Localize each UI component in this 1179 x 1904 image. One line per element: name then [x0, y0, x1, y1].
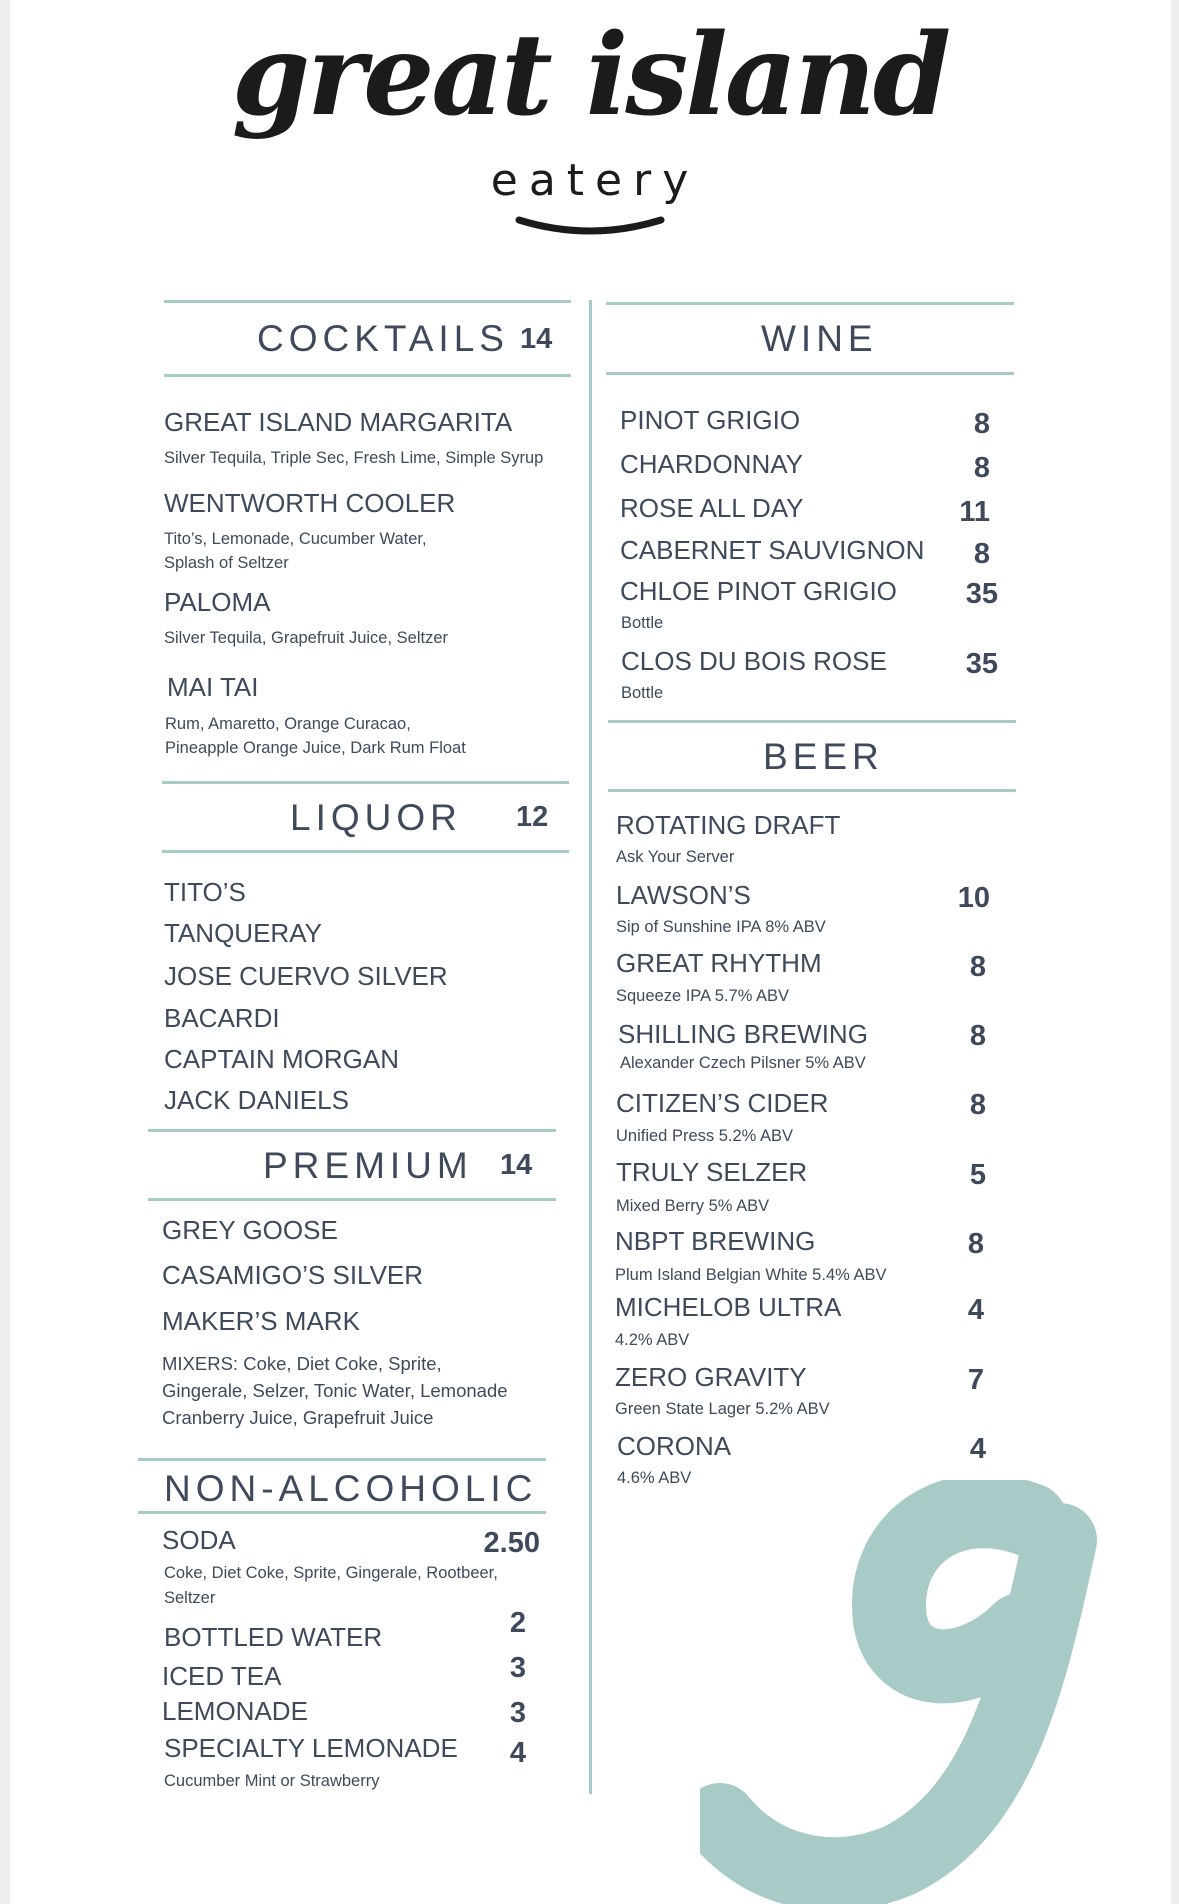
wine-price: 35	[965, 648, 998, 680]
beer-item: SHILLING BREWING	[618, 1019, 868, 1049]
beer-item: TRULY SELZER	[616, 1157, 808, 1187]
wine-item: PINOT GRIGIO	[620, 405, 801, 435]
beer-desc: Alexander Czech Pilsner 5% ABV	[620, 1054, 866, 1072]
wine-rule-bottom	[606, 372, 1014, 375]
cocktail-desc: Pineapple Orange Juice, Dark Rum Float	[165, 739, 466, 757]
wine-price: 8	[973, 408, 990, 440]
beer-title: BEER	[763, 736, 884, 777]
cocktails-price: 14	[520, 323, 553, 355]
beer-item: CITIZEN’S CIDER	[616, 1088, 829, 1118]
nonalc-item: LEMONADE	[162, 1696, 308, 1726]
premium-rule-top	[148, 1129, 556, 1132]
page-edge-left	[0, 0, 10, 1904]
wine-rule-top	[606, 302, 1014, 305]
nonalc-title: NON-ALCOHOLIC	[164, 1468, 538, 1509]
wine-price: 11	[959, 496, 990, 528]
nonalc-desc: Coke, Diet Coke, Sprite, Gingerale, Rootbeer,	[164, 1564, 498, 1582]
cocktail-desc: Splash of Seltzer	[164, 554, 289, 572]
beer-price: 10	[957, 882, 990, 914]
beer-item: ROTATING DRAFT	[616, 810, 841, 840]
cocktail-name: GREAT ISLAND MARGARITA	[164, 407, 513, 437]
nonalc-desc: Seltzer	[164, 1589, 216, 1607]
nonalc-price: 4	[509, 1737, 526, 1769]
cocktails-rule-top	[164, 300, 571, 303]
cocktail-desc: Tito’s, Lemonade, Cucumber Water,	[164, 530, 427, 548]
decorative-g-logo	[700, 1480, 1160, 1904]
beer-desc: Plum Island Belgian White 5.4% ABV	[615, 1266, 887, 1284]
nonalc-item: SODA	[162, 1525, 236, 1555]
beer-price: 8	[969, 951, 986, 983]
beer-item: NBPT BREWING	[615, 1226, 816, 1256]
wine-desc: Bottle	[621, 614, 664, 632]
mixers-line: Cranberry Juice, Grapefruit Juice	[162, 1407, 434, 1428]
cocktail-desc: Rum, Amaretto, Orange Curacao,	[165, 715, 411, 733]
cocktail-desc: Silver Tequila, Grapefruit Juice, Seltzer	[164, 629, 448, 647]
beer-item: LAWSON’S	[616, 880, 751, 910]
beer-price: 8	[967, 1228, 984, 1260]
nonalc-item: SPECIALTY LEMONADE	[164, 1733, 458, 1763]
brand-logo: great island	[231, 10, 949, 141]
liquor-title: LIQUOR	[290, 797, 462, 838]
nonalc-rule-bottom	[138, 1511, 546, 1514]
premium-item: CASAMIGO’S SILVER	[162, 1260, 424, 1290]
premium-rule-bottom	[148, 1198, 556, 1201]
beer-desc: Sip of Sunshine IPA 8% ABV	[616, 918, 826, 936]
nonalc-price: 3	[509, 1697, 526, 1729]
beer-desc: Unified Press 5.2% ABV	[616, 1127, 794, 1145]
liquor-item: CAPTAIN MORGAN	[164, 1044, 399, 1074]
smile-icon	[515, 212, 665, 242]
cocktail-desc: Silver Tequila, Triple Sec, Fresh Lime, Simple Syrup	[164, 449, 544, 467]
liquor-item: BACARDI	[164, 1003, 280, 1033]
beer-desc: 4.2% ABV	[615, 1331, 690, 1349]
beer-price: 7	[967, 1364, 984, 1396]
beer-item: ZERO GRAVITY	[615, 1362, 807, 1392]
beer-item: GREAT RHYTHM	[616, 948, 822, 978]
wine-desc: Bottle	[621, 684, 664, 702]
nonalc-item: BOTTLED WATER	[164, 1622, 383, 1652]
premium-item: MAKER’S MARK	[162, 1306, 360, 1336]
beer-price: 4	[967, 1294, 984, 1326]
liquor-rule-top	[162, 781, 569, 784]
wine-title: WINE	[761, 318, 878, 359]
cocktails-rule-bottom	[164, 374, 571, 377]
beer-rule-top	[608, 720, 1016, 723]
premium-title: PREMIUM	[263, 1145, 473, 1186]
nonalc-desc: Cucumber Mint or Strawberry	[164, 1772, 380, 1790]
liquor-rule-bottom	[162, 850, 569, 853]
liquor-price: 12	[516, 801, 549, 833]
beer-price: 8	[969, 1020, 986, 1052]
beer-desc: 4.6% ABV	[617, 1469, 692, 1487]
cocktail-name: PALOMA	[164, 587, 271, 617]
beer-price: 8	[969, 1089, 986, 1121]
nonalc-item: ICED TEA	[162, 1661, 282, 1691]
premium-item: GREY GOOSE	[162, 1215, 338, 1245]
mixers-line: MIXERS: Coke, Diet Coke, Sprite,	[162, 1353, 442, 1374]
nonalc-price: 3	[509, 1652, 526, 1684]
wine-price: 8	[973, 538, 990, 570]
liquor-item: TANQUERAY	[164, 918, 322, 948]
beer-desc: Green State Lager 5.2% ABV	[615, 1400, 830, 1418]
page-edge-right	[1171, 0, 1179, 1904]
nonalc-rule-top	[138, 1458, 546, 1461]
liquor-item: JOSE CUERVO SILVER	[164, 961, 448, 991]
liquor-item: JACK DANIELS	[164, 1085, 349, 1115]
wine-item: CHARDONNAY	[620, 449, 803, 479]
wine-item: ROSE ALL DAY	[620, 493, 804, 523]
beer-price: 5	[969, 1159, 986, 1191]
beer-rule-bottom	[608, 789, 1016, 792]
beer-desc: Mixed Berry 5% ABV	[616, 1197, 770, 1215]
liquor-item: TITO’S	[164, 877, 246, 907]
brand-subtitle: eatery	[490, 155, 700, 206]
wine-price: 8	[973, 452, 990, 484]
beer-price: 4	[969, 1433, 986, 1465]
mixers-line: Gingerale, Selzer, Tonic Water, Lemonade	[162, 1380, 508, 1401]
wine-item: CABERNET SAUVIGNON	[620, 535, 925, 565]
wine-item: CLOS DU BOIS ROSE	[621, 646, 887, 676]
wine-price: 35	[965, 578, 998, 610]
nonalc-price: 2.50	[483, 1527, 540, 1559]
column-divider	[589, 300, 592, 1794]
cocktail-name: MAI TAI	[167, 672, 259, 702]
beer-item: CORONA	[617, 1431, 732, 1461]
cocktails-title: COCKTAILS	[257, 318, 509, 359]
beer-desc: Ask Your Server	[616, 848, 735, 866]
premium-price: 14	[500, 1149, 533, 1181]
beer-item: MICHELOB ULTRA	[615, 1292, 842, 1322]
cocktail-name: WENTWORTH COOLER	[164, 488, 456, 518]
wine-item: CHLOE PINOT GRIGIO	[620, 576, 897, 606]
beer-desc: Squeeze IPA 5.7% ABV	[616, 987, 790, 1005]
nonalc-price: 2	[509, 1607, 526, 1639]
